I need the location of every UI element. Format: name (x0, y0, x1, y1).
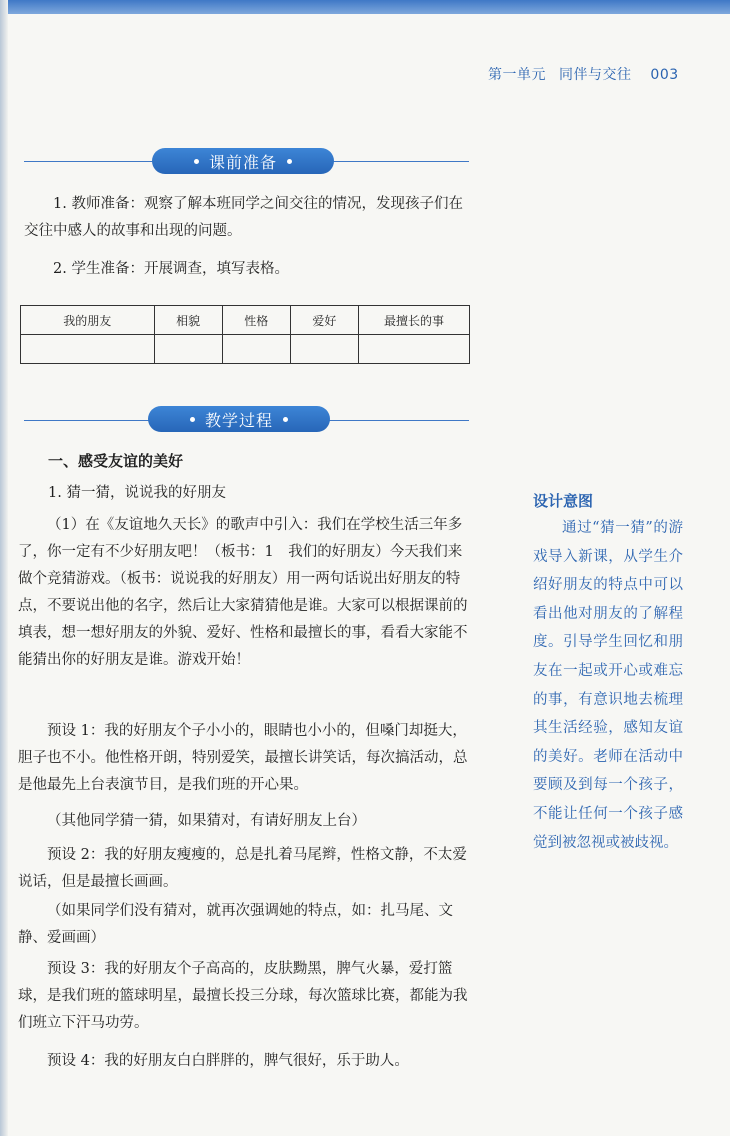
page-number: 003 (650, 67, 679, 83)
top-color-band (0, 0, 730, 14)
paragraph-preset-1: 预设 1：我的好朋友个子小小的，眼睛也小小的，但嗓门却挺大，胆子也不小。他性格开朗，特别爱笑，最擅长讲笑话，每次搞活动，总是他最先上台表演节目，是我们班的开心果。 (18, 723, 468, 793)
table-cell (359, 335, 470, 364)
table-header-cell: 我的朋友 (21, 306, 155, 335)
table-cell (154, 335, 222, 364)
sidebar-title: 设计意图 (533, 492, 594, 510)
table-header-cell: 爱好 (290, 306, 358, 335)
paragraph-note-1: （其他同学猜一猜，如果猜对，有请好朋友上台） (47, 813, 366, 829)
page-binding-edge (0, 0, 8, 1136)
prep-teacher: 1. 教师准备：观察了解本班同学之间交往的情况，发现孩子们在交往中感人的故事和出现的问题。 (24, 196, 463, 239)
section-title-text: 教学过程 (204, 410, 273, 430)
survey-table (20, 305, 470, 364)
bullet-dot (287, 159, 292, 164)
table-row (21, 335, 470, 364)
sidebar-body: 通过“猜一猜”的游戏导入新课，从学生介绍好朋友的特点中可以看出他对朋友的了解程度。引导学生回忆和朋友在一起或开心或难忘的事，有意识地去梳理其生活经验，感知友谊的美好。老师在活动中要顾及到每一个孩子，不能让任何一个孩子感觉到被忽视或被歧视。 (533, 520, 683, 851)
unit-title: 同伴与交往 (558, 67, 632, 83)
table-cell (222, 335, 290, 364)
section-title-text: 课前准备 (208, 152, 277, 172)
bullet-dot (190, 417, 195, 422)
section-title-prep (152, 148, 334, 174)
paragraph-intro: （1）在《友谊地久天长》的歌声中引入：我们在学校生活三年多了，你一定有不少好朋友吧！（板书：1 我们的好朋友）今天我们来做个竞猜游戏。（板书：说说我的好朋友）用一两句话说出好朋友的特点，不要说出他的名字，然后让大家猜猜他是谁。大家可以根据课前的填表，想一想好朋友的外貌、爱好、性格和最擅长的事，看看大家能不能猜出你的好朋友是谁。游戏开始！ (18, 517, 468, 668)
table-header-cell: 最擅长的事 (359, 306, 470, 335)
running-header (488, 64, 679, 84)
paragraph-preset-2: 预设 2：我的好朋友瘦瘦的，总是扎着马尾辫，性格文静，不太爱说话，但是最擅长画画。 (18, 847, 467, 890)
table-header-row (21, 306, 470, 335)
paragraph-preset-3: 预设 3：我的好朋友个子高高的，皮肤黝黑，脾气火暴，爱打篮球，是我们班的篮球明星，最擅长投三分球，每次篮球比赛，都能为我们班立下汗马功劳。 (18, 961, 468, 1031)
table-header-cell: 相貌 (154, 306, 222, 335)
table-header-cell: 性格 (222, 306, 290, 335)
subsection-heading: 一、感受友谊的美好 (48, 452, 184, 470)
table-cell (21, 335, 155, 364)
paragraph-preset-4: 预设 4：我的好朋友白白胖胖的，脾气很好，乐于助人。 (47, 1053, 409, 1069)
table-cell (290, 335, 358, 364)
bullet-dot (194, 159, 199, 164)
bullet-dot (283, 417, 288, 422)
activity-title: 1. 猜一猜，说说我的好朋友 (48, 485, 226, 501)
section-title-process (148, 406, 330, 432)
unit-label: 第一单元 (488, 67, 546, 83)
prep-student: 2. 学生准备：开展调查，填写表格。 (53, 261, 289, 277)
paragraph-note-2: （如果同学们没有猜对，就再次强调她的特点，如：扎马尾、文静、爱画画） (18, 903, 453, 946)
